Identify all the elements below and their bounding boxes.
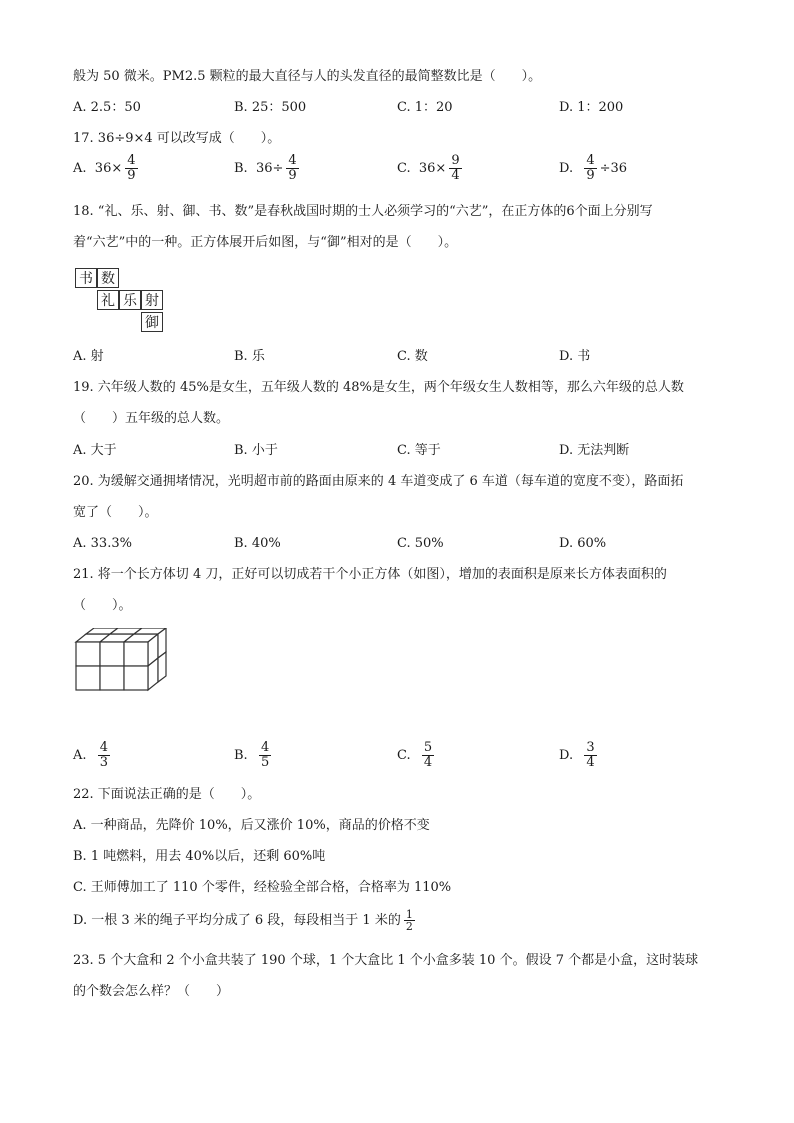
q21-option-a[interactable]: A. $\frac{4}{3}$: [73, 740, 109, 770]
net-face-yue: 乐: [119, 290, 141, 310]
net-face-shu: 书: [75, 268, 97, 288]
q18-stem-line1: 18. “礼、乐、射、御、书、数”是春秋战国时期的士人必须学习的“六艺”，在正方体的6个面上分别写: [73, 204, 653, 219]
net-face-shu2: 数: [97, 268, 119, 288]
q19-stem-line2: （ ）五年级的总人数。: [73, 411, 230, 426]
q16-option-b[interactable]: B. 25：500: [234, 100, 307, 115]
q17-option-c[interactable]: C. 36× $\frac{9}{4}$: [397, 153, 460, 183]
q20-option-a[interactable]: A. 33.3%: [73, 536, 132, 551]
q21-stem-line1: 21. 将一个长方体切 4 刀，正好可以切成若干个小正方体（如图），增加的表面积是原来长方体表面积的: [73, 567, 667, 582]
q17-option-a[interactable]: A. 36× $\frac{4}{9}$: [73, 153, 136, 183]
q22-option-b[interactable]: B. 1 吨燃料，用去 40%以后，还剩 60%吨: [73, 849, 326, 864]
q20-option-c[interactable]: C. 50%: [397, 536, 444, 551]
net-face-li: 礼: [97, 290, 119, 310]
cuboid-cubes-figure: [72, 628, 172, 698]
q19-option-b[interactable]: B. 小于: [234, 443, 278, 458]
q21-option-c[interactable]: C. $\frac{5}{4}$: [397, 740, 433, 770]
q16-stem-continuation: 般为 50 微米。PM2.5 颗粒的最大直径与人的头发直径的最简整数比是（ ）。: [73, 69, 542, 84]
q22-option-c[interactable]: C. 王师傅加工了 110 个零件，经检验全部合格，合格率为 110%: [73, 880, 452, 895]
q22-stem: 22. 下面说法正确的是（ ）。: [73, 787, 261, 802]
q19-option-d[interactable]: D. 无法判断: [559, 443, 630, 458]
q22-option-d[interactable]: D. 一根 3 米的绳子平均分成了 6 段，每段相当于 1 米的 $\frac{1}{2}$: [73, 908, 413, 933]
q17-option-b[interactable]: B. 36÷ $\frac{4}{9}$: [234, 153, 297, 183]
q20-option-b[interactable]: B. 40%: [234, 536, 281, 551]
q20-option-d[interactable]: D. 60%: [559, 536, 607, 551]
q23-stem-line2: 的个数会怎么样？（ ）: [73, 984, 230, 999]
q20-stem-line2: 宽了（ ）。: [73, 505, 158, 520]
q17-stem: 17. 36÷9×4 可以改写成（ ）。: [73, 131, 281, 146]
q18-option-b[interactable]: B. 乐: [234, 349, 265, 364]
q18-stem-line2: 着“六艺”中的一种。正方体展开后如图，与“御”相对的是（ ）。: [73, 235, 458, 250]
q18-option-c[interactable]: C. 数: [397, 349, 428, 364]
q20-stem-line1: 20. 为缓解交通拥堵情况，光明超市前的路面由原来的 4 车道变成了 6 车道（每车道的宽度不变），路面拓: [73, 474, 684, 489]
q19-option-a[interactable]: A. 大于: [73, 443, 117, 458]
q21-option-b[interactable]: B. $\frac{4}{5}$: [234, 740, 270, 770]
q21-stem-line2: （ ）。: [73, 598, 132, 613]
q18-option-a[interactable]: A. 射: [73, 349, 104, 364]
q19-option-c[interactable]: C. 等于: [397, 443, 441, 458]
q16-option-d[interactable]: D. 1：200: [559, 100, 624, 115]
q23-stem-line1: 23. 5 个大盒和 2 个小盒共装了 190 个球，1 个大盒比 1 个小盒多装 10 个。假设 7 个都是小盒，这时装球: [73, 953, 699, 968]
net-face-she: 射: [141, 290, 163, 310]
q16-option-a[interactable]: A. 2.5：50: [73, 100, 141, 115]
q18-option-d[interactable]: D. 书: [559, 349, 591, 364]
q21-option-d[interactable]: D. $\frac{3}{4}$: [559, 740, 595, 770]
net-face-yu: 御: [141, 312, 163, 332]
q22-option-a[interactable]: A. 一种商品，先降价 10%，后又涨价 10%，商品的价格不变: [73, 818, 430, 833]
q16-option-c[interactable]: C. 1：20: [397, 100, 453, 115]
q17-option-d[interactable]: D. $\frac{4}{9}$ ÷36: [559, 153, 628, 183]
q19-stem-line1: 19. 六年级人数的 45%是女生，五年级人数的 48%是女生，两个年级女生人数相等，那么六年级的总人数: [73, 380, 684, 395]
